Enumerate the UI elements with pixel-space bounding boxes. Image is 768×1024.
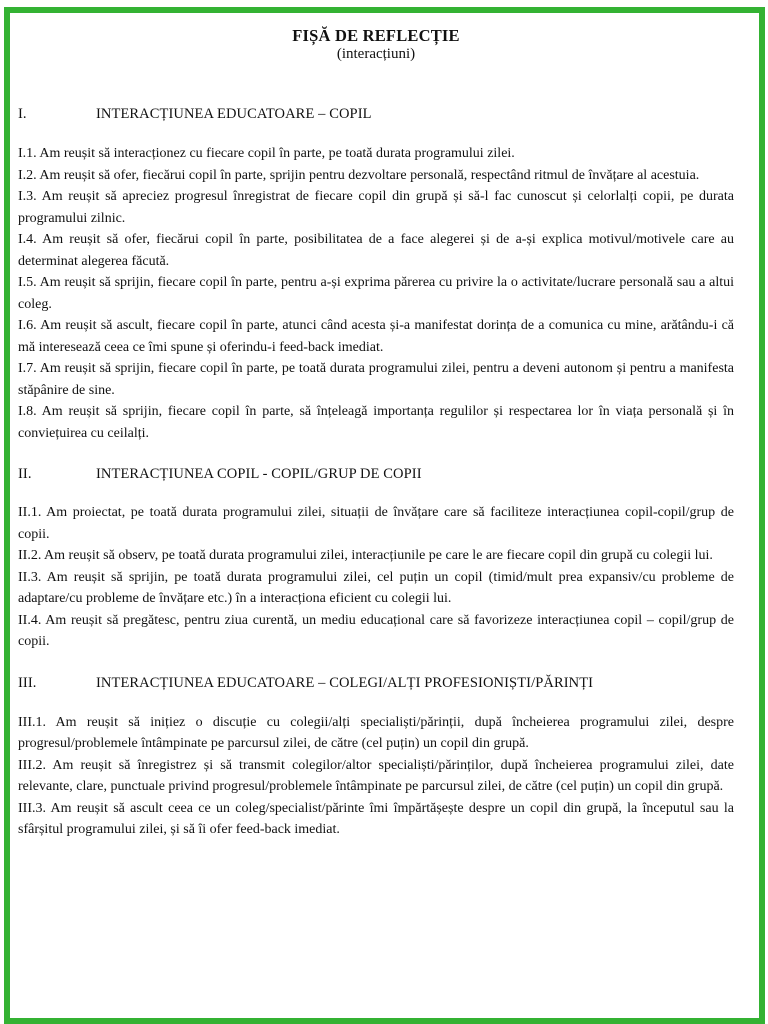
reflection-item: III.3. Am reușit să ascult ceea ce un coleg/specialist/părinte îmi împărtășește despre un copil din grupă, la începutul sau la sfârșitul programului zilei, și să îi ofer feed-back imediat.	[18, 800, 734, 837]
section-title: INTERACȚIUNEA COPIL - COPIL/GRUP DE COPII	[96, 466, 422, 482]
section-heading-3	[18, 674, 734, 692]
section-title: INTERACȚIUNEA EDUCATOARE – COLEGI/ALȚI PROFESIONIȘTI/PĂRINȚI	[96, 674, 594, 691]
reflection-sheet	[18, 26, 734, 841]
reflection-item: II.2. Am reușit să observ, pe toată durata programului zilei, interacțiunile pe care le are fiecare copil din grupă cu colegii lui.	[18, 548, 713, 563]
reflection-item: I.7. Am reușit să sprijin, fiecare copil în parte, pe toată durata programului zilei, pentru a deveni autonom și pentru a manifesta stăpânire de sine.	[18, 361, 734, 398]
reflection-item: I.2. Am reușit să ofer, fiecărui copil în parte, sprijin pentru dezvoltare personală, respectând ritmul de învățare al acestuia.	[18, 167, 700, 183]
document-subtitle: (interacțiuni)	[336, 46, 416, 62]
reflection-item: I.1. Am reușit să interacționez cu fiecare copil în parte, pe toată durata programului zilei.	[18, 146, 515, 161]
section-items-1	[18, 143, 734, 444]
section-items-3	[18, 712, 734, 841]
reflection-item: II.3. Am reușit să sprijin, pe toată durata programului zilei, cel puțin un copil (timid/mult prea expansiv/cu probleme de adaptare/cu probleme de învățare etc.) în a interacționa eficient cu colegii lui.	[18, 569, 734, 606]
document-title: FIȘĂ DE REFLECȚIE	[292, 26, 460, 45]
reflection-item: I.4. Am reușit să ofer, fiecărui copil în parte, posibilitatea de a face alegerei și de a-și explica motivul/motivele care au determinat alegerea făcută.	[18, 232, 734, 269]
reflection-item: I.5. Am reușit să sprijin, fiecare copil în parte, pentru a-și exprima părerea cu privire la o activitate/lucrare personală sau a altui coleg.	[18, 275, 734, 312]
reflection-item: III.1. Am reușit să inițiez o discuție cu colegii/alți specialiști/părinții, după încheierea programului zilei, despre progresul/problemele întâmpinate pe parcursul zilei, de către (cel puțin) un copil din grupă.	[18, 714, 734, 751]
section-number: II.	[18, 466, 32, 482]
reflection-item: II.4. Am reușit să pregătesc, pentru ziua curentă, un mediu educațional care să favorizeze interacțiunea copil – copil/grup de copii.	[18, 612, 734, 649]
section-number: III.	[18, 674, 37, 691]
reflection-item: I.8. Am reușit să sprijin, fiecare copil în parte, să înțeleagă importanța regulilor și respectarea lor în viața personală și în conviețuirea cu ceilalți.	[18, 404, 734, 441]
reflection-item: I.6. Am reușit să ascult, fiecare copil în parte, atunci când acesta și-a manifestat dorința de a comunica cu mine, arătându-i că mă interesează ceea ce îmi spune și oferindu-i feed-back imediat.	[18, 318, 734, 355]
section-items-2	[18, 502, 734, 653]
section-heading-1	[18, 105, 734, 123]
reflection-item: I.3. Am reușit să apreciez progresul înregistrat de fiecare copil din grupă și să-l fac cunoscut și celorlalți copii, pe durata programului zilnic.	[18, 189, 734, 226]
reflection-item: III.2. Am reușit să înregistrez și să transmit colegilor/altor specialiști/părinților, după încheierea programului zilei, date relevante, clare, punctuale privind progresul/problemele întâmpinate pe parcursul zilei, de către (cel puțin) un copil din grupă.	[18, 757, 734, 794]
section-title: INTERACȚIUNEA EDUCATOARE – COPIL	[96, 106, 372, 122]
reflection-item: II.1. Am proiectat, pe toată durata programului zilei, situații de învățare care să faciliteze interacțiunea copil-copil/grup de copii.	[18, 505, 734, 542]
section-number: I.	[18, 106, 27, 122]
section-heading-2	[18, 465, 734, 483]
